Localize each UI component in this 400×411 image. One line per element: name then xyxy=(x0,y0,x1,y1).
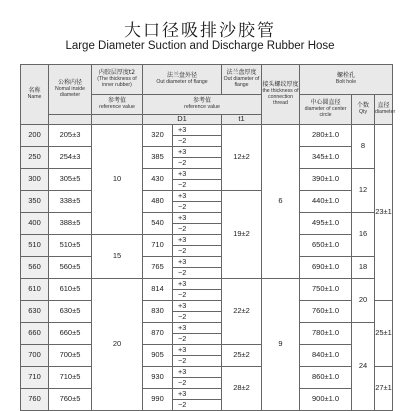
cell-center-circle: 840±1.0 xyxy=(300,345,352,367)
cell-center-circle: 760±1.0 xyxy=(300,301,352,323)
cell-center-circle: 900±1.0 xyxy=(300,389,352,411)
table-row xyxy=(21,345,393,356)
cell-flange-d1: 814 xyxy=(143,279,173,301)
cell-tolerance-plus: +3 xyxy=(173,191,222,202)
cell-tolerance-minus: −2 xyxy=(173,268,222,279)
cell-tolerance-minus: −2 xyxy=(173,136,222,147)
cell-tolerance-plus: +3 xyxy=(173,235,222,246)
cell-flange-thickness: 25±2 xyxy=(222,345,262,367)
cell-bolt-diameter: 27±1 xyxy=(375,367,393,411)
cell-tolerance-minus: −2 xyxy=(173,202,222,213)
header-center-circle: 中心圆直径 diameter of center circle xyxy=(300,95,352,125)
cell-bolt-count: 20 xyxy=(352,279,375,323)
table-row xyxy=(21,301,393,312)
cell-center-circle: 690±1.0 xyxy=(300,257,352,279)
cell-bolt-diameter: 25±1 xyxy=(375,301,393,367)
cell-bolt-count: 18 xyxy=(352,257,375,279)
cell-nominal-diameter: 710±5 xyxy=(49,367,92,389)
cell-tolerance-minus: −2 xyxy=(173,378,222,389)
cell-tolerance-plus: +3 xyxy=(173,169,222,180)
page-title: 大口径吸排沙胶管 xyxy=(124,21,276,41)
cell-inner-thickness: 20 xyxy=(92,279,143,411)
cell-inner-thickness: 10 xyxy=(92,125,143,235)
cell-tolerance-plus: +3 xyxy=(173,257,222,268)
header-reference-value: 参考值 reference value xyxy=(143,95,262,115)
cell-nominal-diameter: 630±5 xyxy=(49,301,92,323)
cell-flange-d1: 320 xyxy=(143,125,173,147)
cell-flange-d1: 765 xyxy=(143,257,173,279)
cell-center-circle: 495±1.0 xyxy=(300,213,352,235)
header-d1: D1 xyxy=(143,115,222,125)
cell-center-circle: 650±1.0 xyxy=(300,235,352,257)
cell-flange-d1: 905 xyxy=(143,345,173,367)
header-nominal-diameter: 公称内径 Nomal inside diameter xyxy=(49,65,92,115)
cell-tolerance-plus: +3 xyxy=(173,213,222,224)
cell-nominal-diameter: 338±5 xyxy=(49,191,92,213)
cell-flange-d1: 480 xyxy=(143,191,173,213)
cell-center-circle: 780±1.0 xyxy=(300,323,352,345)
table-row xyxy=(21,323,393,334)
cell-flange-d1: 990 xyxy=(143,389,173,411)
table-row xyxy=(21,389,393,400)
table-row xyxy=(21,367,393,378)
cell-flange-d1: 830 xyxy=(143,301,173,323)
cell-flange-d1: 710 xyxy=(143,235,173,257)
cell-inner-thickness: 15 xyxy=(92,235,143,279)
cell-name: 400 xyxy=(21,213,49,235)
cell-tolerance-plus: +3 xyxy=(173,279,222,290)
table-row xyxy=(21,191,393,202)
cell-flange-thickness: 28±2 xyxy=(222,367,262,411)
cell-connection-thread: 6 xyxy=(262,125,300,279)
cell-tolerance-minus: −2 xyxy=(173,158,222,169)
cell-center-circle: 440±1.0 xyxy=(300,191,352,213)
cell-name: 630 xyxy=(21,301,49,323)
cell-tolerance-plus: +3 xyxy=(173,301,222,312)
cell-name: 710 xyxy=(21,367,49,389)
table-row xyxy=(21,257,393,268)
header-flange-diameter: 法兰盘外径 Out diameter of flange xyxy=(143,65,222,95)
cell-tolerance-minus: −2 xyxy=(173,356,222,367)
cell-tolerance-plus: +3 xyxy=(173,345,222,356)
cell-flange-d1: 930 xyxy=(143,367,173,389)
cell-name: 200 xyxy=(21,125,49,147)
cell-tolerance-minus: −2 xyxy=(173,246,222,257)
spec-table xyxy=(20,64,396,411)
cell-flange-d1: 870 xyxy=(143,323,173,345)
cell-flange-thickness: 19±2 xyxy=(222,191,262,279)
cell-tolerance-minus: −2 xyxy=(173,334,222,345)
cell-nominal-diameter: 510±5 xyxy=(49,235,92,257)
cell-flange-d1: 540 xyxy=(143,213,173,235)
header-bolt-count: 个数 Qty xyxy=(352,95,375,125)
header-connection-thread: 接头螺纹厚度 the thickness of connection thread xyxy=(262,65,300,125)
header-flange-thickness: 法兰盘厚度 Out diameter of flange xyxy=(222,65,262,95)
table-row xyxy=(21,213,393,224)
cell-flange-thickness: 12±2 xyxy=(222,125,262,191)
cell-center-circle: 860±1.0 xyxy=(300,367,352,389)
table-row xyxy=(21,279,393,290)
cell-tolerance-plus: +3 xyxy=(173,147,222,158)
header-name: 名称 Name xyxy=(21,65,49,125)
cell-flange-d1: 385 xyxy=(143,147,173,169)
cell-bolt-count: 24 xyxy=(352,323,375,411)
cell-tolerance-plus: +3 xyxy=(173,389,222,400)
cell-center-circle: 280±1.0 xyxy=(300,125,352,147)
cell-bolt-diameter: 23±1 xyxy=(375,125,393,301)
table-row xyxy=(21,125,393,136)
cell-bolt-count: 8 xyxy=(352,125,375,169)
cell-flange-thickness: 22±2 xyxy=(222,279,262,345)
cell-tolerance-minus: −2 xyxy=(173,224,222,235)
cell-nominal-diameter: 700±5 xyxy=(49,345,92,367)
cell-connection-thread: 9 xyxy=(262,279,300,411)
cell-tolerance-minus: −2 xyxy=(173,312,222,323)
cell-tolerance-plus: +3 xyxy=(173,323,222,334)
cell-tolerance-minus: −2 xyxy=(173,180,222,191)
cell-name: 760 xyxy=(21,389,49,411)
cell-nominal-diameter: 560±5 xyxy=(49,257,92,279)
cell-nominal-diameter: 205±3 xyxy=(49,125,92,147)
header-reference-value: 参考值 reference value xyxy=(92,95,143,115)
header-inner-thickness: 内胶层厚度t2 (The thickness of inner rubber) xyxy=(92,65,143,95)
cell-name: 510 xyxy=(21,235,49,257)
page-subtitle: Large Diameter Suction and Discharge Rubber Hose xyxy=(65,40,335,52)
table-row xyxy=(21,235,393,246)
cell-bolt-count: 12 xyxy=(352,169,375,213)
header-bolt-hole: 螺栓孔 Bolt hole xyxy=(300,65,393,95)
cell-center-circle: 750±1.0 xyxy=(300,279,352,301)
cell-tolerance-minus: −2 xyxy=(173,290,222,301)
cell-center-circle: 390±1.0 xyxy=(300,169,352,191)
cell-name: 660 xyxy=(21,323,49,345)
cell-nominal-diameter: 760±5 xyxy=(49,389,92,411)
cell-name: 250 xyxy=(21,147,49,169)
cell-nominal-diameter: 610±5 xyxy=(49,279,92,301)
table-row xyxy=(21,147,393,158)
cell-tolerance-plus: +3 xyxy=(173,367,222,378)
cell-nominal-diameter: 254±3 xyxy=(49,147,92,169)
cell-name: 350 xyxy=(21,191,49,213)
cell-center-circle: 345±1.0 xyxy=(300,147,352,169)
header-t1: t1 xyxy=(222,115,262,125)
cell-flange-d1: 430 xyxy=(143,169,173,191)
header-bolt-diameter: 直径 diameter xyxy=(375,95,393,125)
cell-name: 300 xyxy=(21,169,49,191)
cell-name: 700 xyxy=(21,345,49,367)
cell-nominal-diameter: 660±5 xyxy=(49,323,92,345)
table-row xyxy=(21,169,393,180)
cell-bolt-count: 16 xyxy=(352,213,375,257)
cell-name: 560 xyxy=(21,257,49,279)
cell-tolerance-plus: +3 xyxy=(173,125,222,136)
cell-name: 610 xyxy=(21,279,49,301)
cell-nominal-diameter: 388±5 xyxy=(49,213,92,235)
cell-tolerance-minus: −2 xyxy=(173,400,222,411)
cell-nominal-diameter: 305±5 xyxy=(49,169,92,191)
